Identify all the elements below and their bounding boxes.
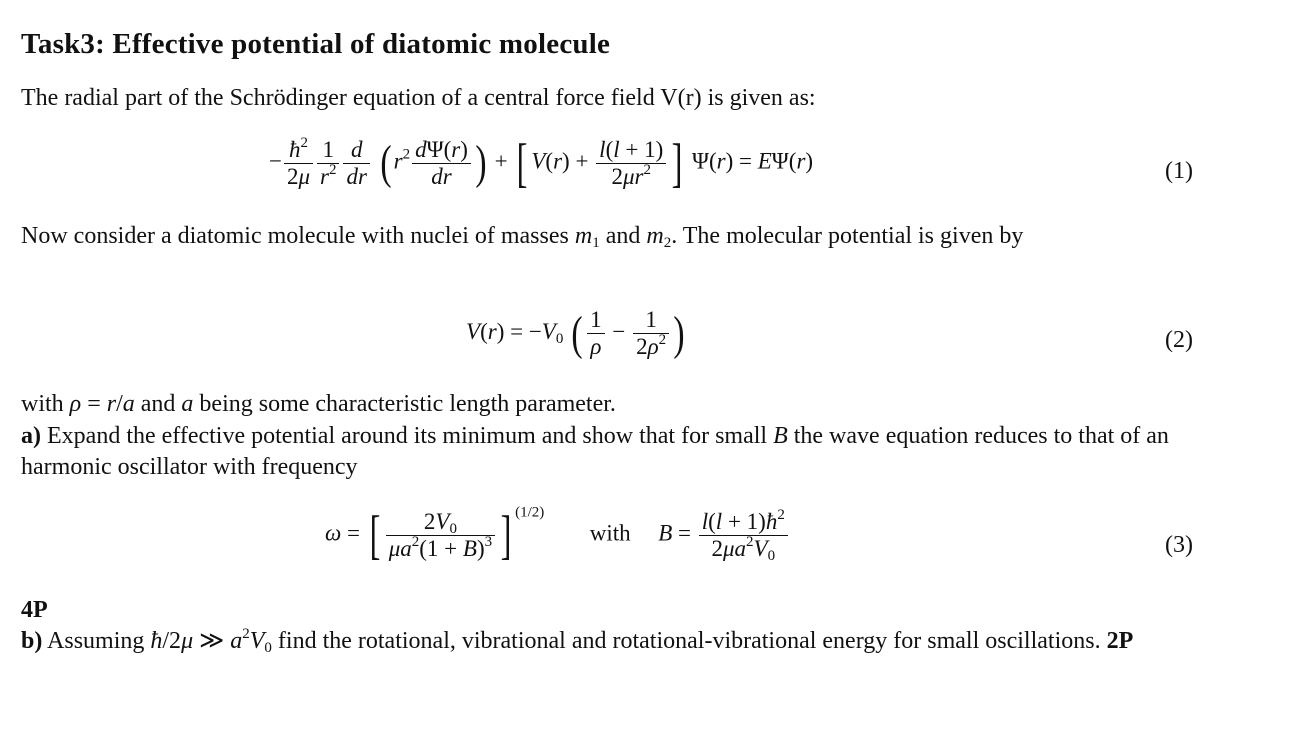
equation-3 xyxy=(21,504,1193,588)
equation-1-body: − $\frac{ħ^2}{2\mu}$ $\frac{1}{r^2}$ $\frac{d}{dr}$ ( $r^2$ $\frac{d\Psi(r)}{dr}$ ) + [ V(r) + $\frac{l(l + 1)}{2\mu r^2}$ ] Ψ(r) = EΨ(r) xyxy=(269,133,814,193)
task-title: Task3: Effective potential of diatomic molecule xyxy=(21,28,611,60)
equation-3-body: ω = [ $\frac{2V_0}{\mu a^2(1 + B)^3}$ ] $^{(1/2)}$ with B = $\frac{l(l + 1)ħ^2}{2\mu a^2V_0}$ xyxy=(325,508,790,562)
equation-3-with: with xyxy=(589,520,631,546)
equation-2-number: (2) xyxy=(1165,327,1193,353)
equation-2-body: $V(r) = -V_0$ ( $\frac{1}{\rho}$ − $\frac{1}{2\rho^2}$ ) xyxy=(466,306,685,360)
equation-3-number: (3) xyxy=(1165,532,1193,558)
part-b-paragraph: b) Assuming ħ/2μ ≫ $a^2V_0$ find the rotational, vibrational and rotational-vibrational energy for small oscillations. 2P xyxy=(21,626,1134,656)
part-b-label: b) xyxy=(21,628,43,654)
intro-paragraph: The radial part of the Schrödinger equation of a central force field V(r) is given as: xyxy=(21,85,816,111)
part-a-paragraph: a) Expand the effective potential around its minimum and show that for small B the wave equation reduces to that of an harmonic oscillator with frequency xyxy=(21,423,1169,480)
equation-2 xyxy=(21,305,1193,385)
part-a-label: a) xyxy=(21,423,41,449)
equation-1-number: (1) xyxy=(1165,158,1193,184)
part-b-points: 2P xyxy=(1106,628,1134,654)
rho-paragraph: with ρ = r/a and a being some characteristic length parameter. xyxy=(21,391,616,417)
part-a-points: 4P xyxy=(21,597,48,623)
consider-paragraph: Now consider a diatomic molecule with nuclei of masses $m_1$ and $m_2$. The molecular potential is given by xyxy=(21,223,1024,251)
equation-1 xyxy=(21,133,1193,216)
